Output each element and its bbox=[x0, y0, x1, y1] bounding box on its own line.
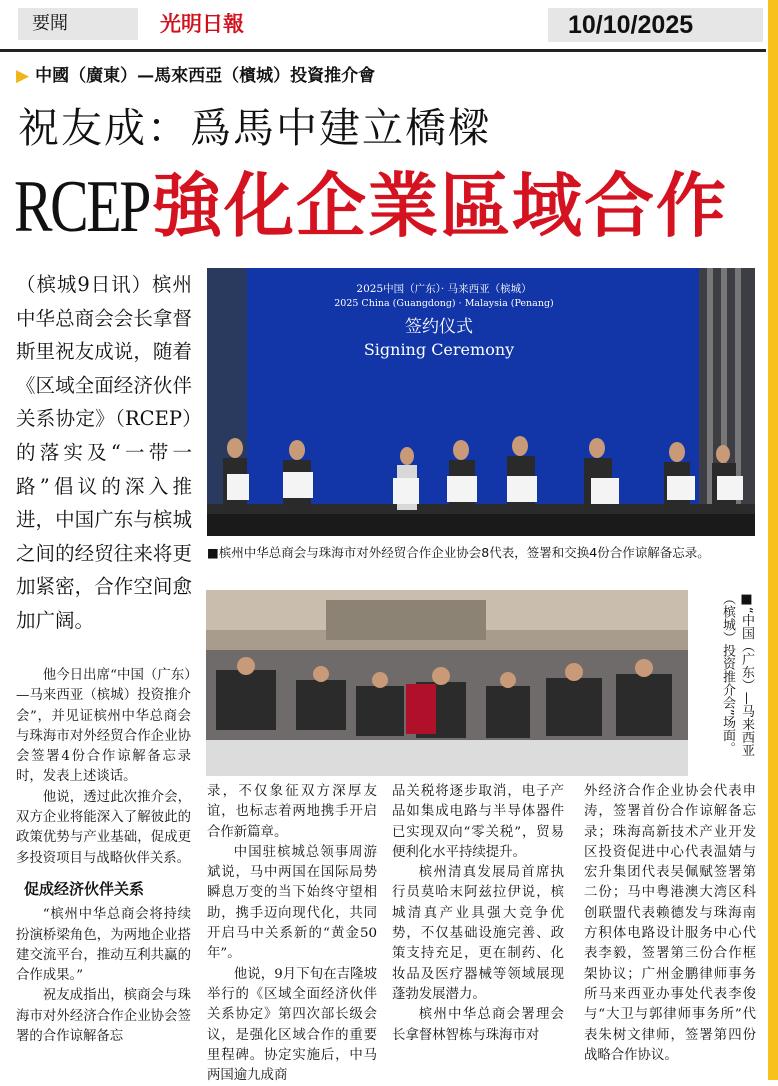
subheading: 促成经济伙伴关系 bbox=[24, 879, 145, 898]
page-edge-bar bbox=[768, 0, 778, 1080]
triangle-icon: ▶ bbox=[16, 66, 30, 86]
paragraph: 槟州清真发展局首席执行员莫哈末阿兹拉伊说，槟城清真产业具强大竞争优势，不仅基础设施完善、政策支持充足，更在制药、化妆品及医疗器械等领域展现蓬勃发展潜力。 bbox=[392, 865, 564, 1002]
paragraph: 外经济合作企业协会代表申涛，签署首份合作谅解备忘录；珠海高新技术产业开发区投资促进中心代表温婧与宏升集团代表吴佩赋签署第二份；马中粤港澳大湾区科创联盟代表赖德发与珠海南方积体电路设计服务中心代表李毅，签署第三份合作框架协议；广州金鹏律师事务所马来西亚办事处代表李俊与“大卫与郭律师事务所”代表朱树文律师，签署第四份战略合作协议。 bbox=[584, 784, 756, 1063]
newspaper-logo: 光明日報 bbox=[160, 11, 244, 36]
headline-main: 祝友成：爲馬中建立橋樑 bbox=[18, 104, 491, 152]
photo1-caption: ■槟州中华总商会与珠海市对外经贸合作企业协会8代表，签署和交换4份合作谅解备忘录。 bbox=[207, 545, 710, 560]
headline-red: 強化企業區域合作 bbox=[152, 164, 728, 247]
paragraph: 品关税将逐步取消，电子产品如集成电路与半导体器件已实现双向“零关税”，贸易便利化水平持续提升。 bbox=[392, 784, 564, 860]
article-column-4 bbox=[584, 782, 756, 1066]
paragraph: 他说，透过此次推介会，双方企业将能深入了解彼此的政策优势与产业基础，促成更多投资项目与战略伙伴关系。 bbox=[16, 789, 191, 866]
backdrop-title-cn: 签约仪式 bbox=[405, 317, 473, 337]
backdrop-title-en: Signing Ceremony bbox=[363, 340, 515, 359]
issue-date: 10/10/2025 bbox=[548, 8, 763, 42]
backdrop-en: 2025 China (Guangdong) · Malaysia (Penang) bbox=[334, 298, 554, 309]
conference-hall-photo bbox=[206, 590, 688, 776]
article-column-3 bbox=[392, 782, 564, 1046]
header-rule bbox=[0, 49, 766, 52]
section-tag: 要聞 bbox=[18, 8, 138, 40]
paragraph: 槟州中华总商会署理会长拿督林智栋与珠海市对 bbox=[392, 1007, 564, 1043]
signing-ceremony-illustration bbox=[207, 268, 755, 536]
paragraph: 他今日出席“中国（广东）—马来西亚（槟城）投资推介会”，并见证槟州中华总商会与珠海市对外经贸合作企业协会签署4份合作谅解备忘录时，发表上述谈话。 bbox=[16, 668, 191, 785]
conference-hall-illustration bbox=[206, 590, 688, 776]
signing-ceremony-photo bbox=[207, 268, 755, 536]
paragraph: 中国驻槟城总领事周游斌说，马中两国在国际局势瞬息万变的当下始终守望相助，携手迈向现代化，共同开启马中关系新的“黄金50年”。 bbox=[207, 844, 377, 962]
paragraph: “槟州中华总商会将持续扮演桥梁角色，为两地企业搭建交流平台，推动互利共赢的合作成果。” bbox=[16, 907, 191, 984]
photo2-caption: ■“中国（广东）—马来西亚（槟城）投资推介会”场面。 bbox=[720, 592, 754, 757]
kicker bbox=[16, 64, 716, 88]
article-column-2 bbox=[207, 782, 377, 1086]
kicker-text: 中國（廣東）—馬來西亞（檳城）投資推介會 bbox=[35, 66, 376, 86]
headline-rcep: RCEP bbox=[14, 166, 150, 248]
lead-paragraph: （槟城9日讯）槟州中华总商会会长拿督斯里祝友成说，随着《区域全面经济伙伴关系协定》（RCEP）的落实及“一带一路”倡议的深入推进，中国广东与槟城之间的经贸往来将更加紧密，合作空间愈加广阔。 bbox=[16, 273, 192, 632]
paragraph: 他说，9月下旬在吉隆坡举行的《区域全面经济伙伴关系协定》第四次部长级会议，是强化区域合作的重要里程碑。协定实施后，中马两国逾九成商 bbox=[207, 966, 377, 1084]
backdrop-cn: 2025中国（广东）· 马来西亚（槟城） bbox=[356, 283, 532, 295]
article-column-1 bbox=[16, 666, 191, 1047]
paragraph: 录，不仅象征双方深厚友谊，也标志着两地携手开启合作新篇章。 bbox=[207, 784, 377, 840]
paragraph: 祝友成指出，槟商会与珠海市对外经济合作企业协会签署的合作谅解备忘 bbox=[16, 988, 191, 1045]
